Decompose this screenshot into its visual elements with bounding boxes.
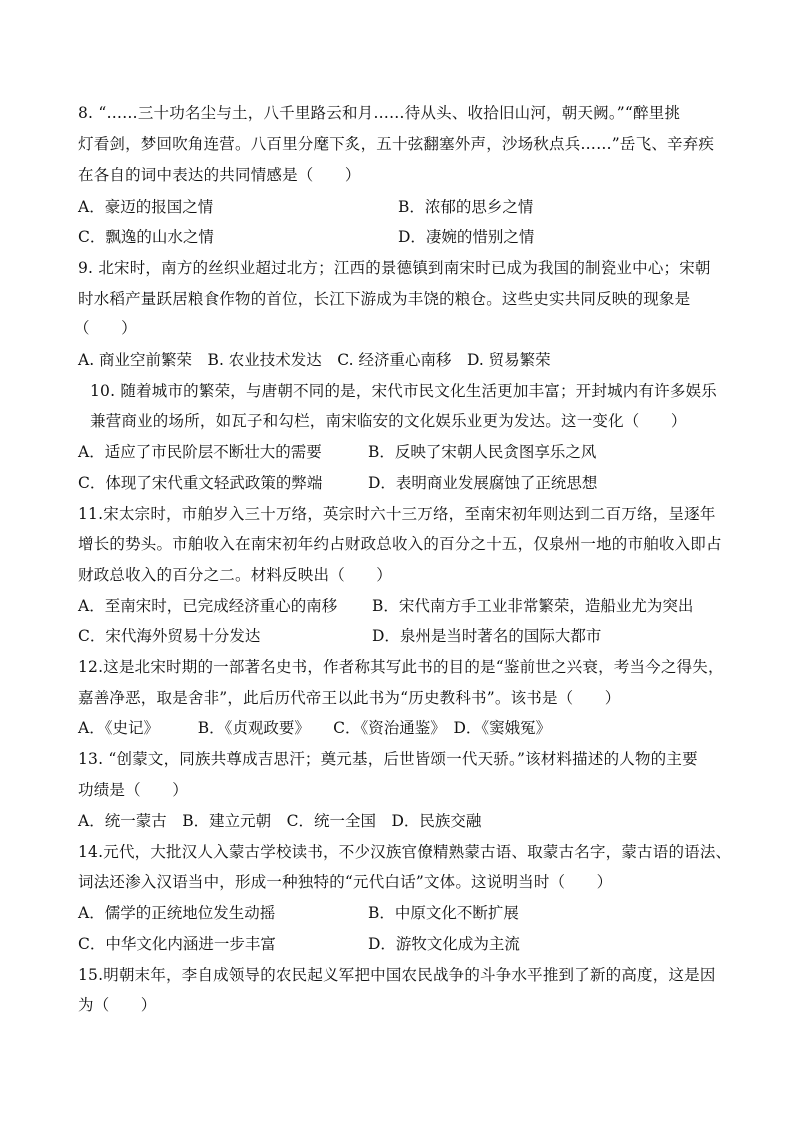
question-stem-line: 8. “……三十功名尘与土，八千里路云和月……待从头、收拾旧山河，朝天阙。”“醉里挑 [78,104,681,122]
question-stem-line: 财政总收入的百分之二。材料反映出（ ） [78,566,393,584]
question-stem-line: 13. “创蒙文，同族共尊成吉思汗；奠元基，后世皆颂一代天骄。”该材料描述的人物的主要 [78,750,698,768]
question-stem-line: 9. 北宋时，南方的丝织业超过北方；江西的景德镇到南宋时已成为我国的制瓷业中心；宋朝 [78,259,711,277]
question-stem-line: 在各自的词中表达的共同情感是（ ） [78,166,361,184]
question-stem-line: 11.宋太宗时，市舶岁入三十万络，英宗时六十三万络，至南宋初年则达到二百万络，呈逐年 [78,505,716,523]
option-d: D．凄婉的惜别之情 [398,228,535,246]
question-stem-line: 嘉善净恶，取是舍非”，此后历代帝王以此书为“历史教科书”。该书是（ ） [78,689,621,707]
option-a: A．豪迈的报国之情 [78,198,214,216]
options-row: A. 商业空前繁荣 B. 农业技术发达 C. 经济重心南移 D. 贸易繁荣 [78,351,551,369]
question-stem-line: 词法还渗入汉语当中，形成一种独特的“元代白话”文体。这说明当时（ ） [78,873,613,891]
question-stem-line: （ ） [74,319,137,337]
question-stem-line: 10. 随着城市的繁荣，与唐朝不同的是，宋代市民文化生活更加丰富；开封城内有许多娱乐 [90,382,717,400]
option-c: C．体现了宋代重文轻武政策的弊端 [78,474,323,492]
question-stem-line: 15.明朝末年，李自成领导的农民起义军把中国农民战争的斗争水平推到了新的高度，这是因 [78,966,716,984]
option-d: D．表明商业发展腐蚀了正统思想 [368,474,598,492]
option-a: A．至南宋时，已完成经济重心的南移 [78,597,338,615]
option-a: A．儒学的正统地位发生动摇 [78,904,276,922]
question-stem-line: 增长的势头。市舶收入在南宋初年约占财政总收入的百分之十五，仅泉州一地的市舶收入即占 [78,535,722,553]
option-b: B．宋代南方手工业非常繁荣，造船业尤为突出 [372,597,694,615]
options-row: A．《史记》 B．《贞观政要》 C．《资治通鉴》 D．《窦娥冤》 [78,719,552,737]
option-b: B．中原文化不断扩展 [368,904,519,922]
option-c: C．宋代海外贸易十分发达 [78,627,261,645]
question-stem-line: 兼营商业的场所，如瓦子和勾栏，南宋临安的文化娱乐业更为发达。这一变化（ ） [90,412,687,430]
option-c: C．飘逸的山水之情 [78,228,214,246]
question-stem-line: 功绩是（ ） [78,781,188,799]
question-stem-line: 12.这是北宋时期的一部著名史书，作者称其写此书的目的是“鉴前世之兴衰，考当今之得失， [78,658,724,676]
question-stem-line: 为（ ） [78,996,157,1014]
question-stem-line: 时水稻产量跃居粮食作物的首位，长江下游成为丰饶的粮仓。这些史实共同反映的现象是 [78,290,691,308]
option-c: C．中华文化内涵进一步丰富 [78,935,276,953]
question-stem-line: 灯看剑，梦回吹角连营。八百里分麾下炙，五十弦翻塞外声，沙场秋点兵……”岳飞、辛弃疾 [78,135,715,153]
option-d: D．泉州是当时著名的国际大都市 [372,627,602,645]
options-row: A．统一蒙古 B．建立元朝 C．统一全国 D．民族交融 [78,812,482,830]
question-stem-line: 14.元代，大批汉人入蒙古学校读书，不少汉族官僚精熟蒙古语、取蒙古名字，蒙古语的语法、 [78,843,732,861]
option-b: B．浓郁的思乡之情 [398,198,534,216]
option-a: A．适应了市民阶层不断壮大的需要 [78,443,322,461]
option-b: B．反映了宋朝人民贪图享乐之风 [368,443,597,461]
option-d: D．游牧文化成为主流 [368,935,520,953]
